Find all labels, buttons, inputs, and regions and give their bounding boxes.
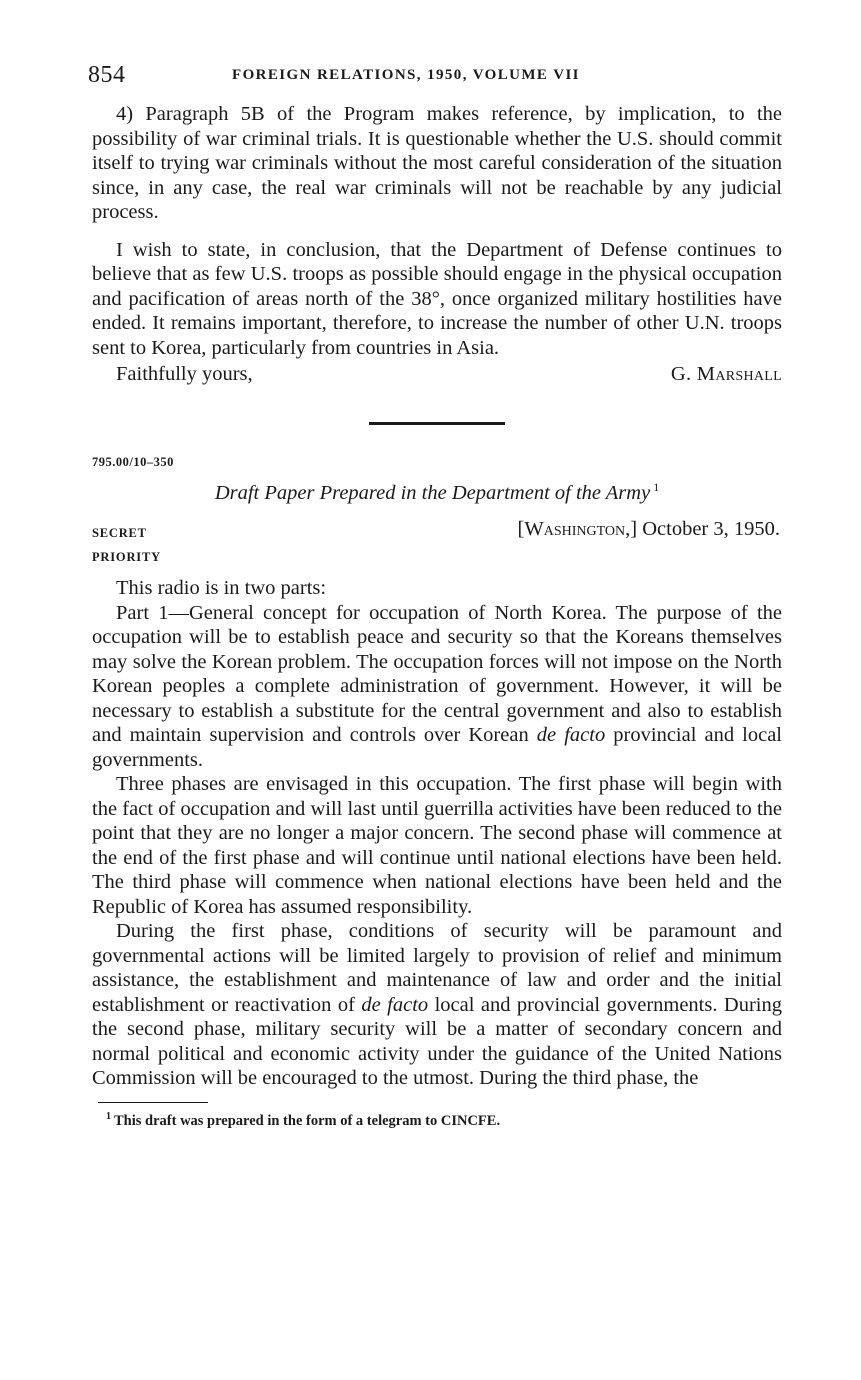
telegram-paragraph: Three phases are envisaged in this occupation. The first phase will begin with the fact of occupation and will last until guerrilla activities have been reduced to the point that they are no longer a major concern. The second phase will commence at the end of the first phase and will continue until national elections have been held. The third phase will commence when national elections have been held and the Republic of Korea has assumed responsibility. bbox=[92, 773, 782, 918]
footnote-marker: 1 bbox=[106, 1111, 111, 1123]
telegram-intro: This radio is in two parts: bbox=[116, 577, 327, 600]
signature: G. Marshall bbox=[670, 363, 782, 385]
paragraph-text: provincial and local governments. bbox=[92, 724, 782, 771]
letter-closing bbox=[92, 362, 782, 387]
dateline bbox=[518, 518, 780, 541]
paragraph-text: local and provincial governments. During the second phase, military security will be a matter of secondary concern and normal political and economic activity under the guidance of the United Nations Commission will be encouraged to the utmost. During the third phase, the bbox=[92, 993, 782, 1090]
italic-term: de facto bbox=[361, 993, 429, 1016]
footnote-rule bbox=[98, 1102, 208, 1104]
letter-body bbox=[92, 102, 782, 360]
running-head bbox=[88, 58, 782, 92]
paragraph-text: During the first phase, conditions of security will be paramount and governmental actions will be limited largely to provision of relief and minimum assistance, the establishment and maintenance of law and order and the initial establishment or reactivation of bbox=[92, 920, 782, 1016]
section-divider bbox=[369, 422, 505, 425]
italic-term: de facto bbox=[536, 724, 606, 747]
footnote bbox=[92, 1111, 782, 1130]
footnote-reference: 1 bbox=[653, 479, 660, 494]
salutation: Faithfully yours, bbox=[116, 363, 253, 385]
document-meta bbox=[92, 518, 782, 548]
file-number: 795.00/10–350 bbox=[92, 454, 174, 469]
telegram-paragraph bbox=[92, 919, 782, 1091]
letter-paragraph: I wish to state, in conclusion, that the Department of Defense continues to believe that as few U.S. troops as possible should engage in the physical occupation and pacification of areas north of the 38°, once organized military hostilities have ended. It remains important, therefore, to increase the number of other U.N. troops sent to Korea, particularly from countries in Asia. bbox=[92, 238, 782, 359]
running-head-title: FOREIGN RELATIONS, 1950, VOLUME VII bbox=[232, 67, 580, 83]
footnote-text: This draft was prepared in the form of a telegram to CINCFE. bbox=[114, 1113, 501, 1130]
classification-label: SECRET bbox=[92, 526, 147, 541]
page-number: 854 bbox=[88, 62, 126, 88]
document-title-text: Draft Paper Prepared in the Department of the Army bbox=[214, 481, 651, 504]
dateline-place: [Washington,] bbox=[517, 518, 638, 541]
letter-paragraph: 4) Paragraph 5B of the Program makes reference, by implication, to the possibility of war criminal trials. It is questionable whether the U.S. should commit itself to trying war criminals without the most careful consideration of the situation since, in any case, the real war criminals will not be reachable by any judicial process. bbox=[92, 103, 782, 223]
precedence-label: PRIORITY bbox=[92, 550, 161, 565]
document-title bbox=[92, 480, 782, 505]
dateline-date: October 3, 1950. bbox=[642, 518, 780, 541]
telegram-body bbox=[92, 576, 782, 1091]
document-page bbox=[88, 58, 782, 1130]
telegram-paragraph bbox=[92, 601, 782, 773]
paragraph-text: Part 1—General concept for occupation of North Korea. The purpose of the occupation will be to establish peace and security so that the Koreans themselves may solve the Korean problem. The occupation forces will not impose on the North Korean peoples a complete administration of government. However, it will be necessary to establish a substitute for the central government and also to establish and maintain supervision and controls over Korean bbox=[92, 601, 782, 747]
